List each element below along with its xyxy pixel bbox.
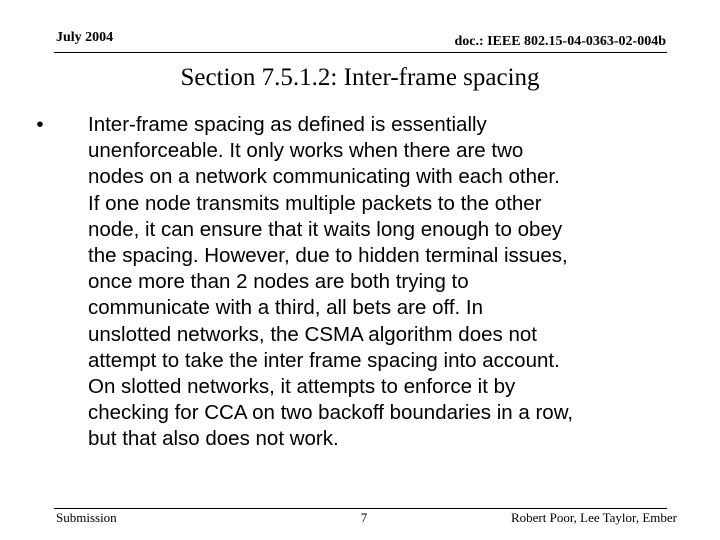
bullet-text-line: nodes on a network communicating with each other.: [88, 165, 560, 189]
bullet-text-line: node, it can ensure that it waits long enough to obey: [88, 217, 563, 241]
footer-authors: Robert Poor, Lee Taylor, Ember: [510, 510, 677, 525]
bullet-text-line: If one node transmits multiple packets to the other: [88, 191, 542, 215]
bullet-text-line: checking for CCA on two backoff boundaries in a row,: [88, 401, 574, 425]
footer-submission-label: Submission: [56, 510, 117, 525]
header-date: July 2004: [56, 30, 114, 45]
bullet-item: [30, 112, 680, 453]
bullet-text-line: unenforceable. It only works when there are two: [88, 139, 524, 163]
footer-page-number: 7: [360, 510, 368, 525]
bullet-text-line: attempt to take the inter frame spacing into account.: [88, 348, 560, 372]
bullet-text-line: communicate with a third, all bets are off. In: [88, 296, 484, 320]
bullet-text-line: On slotted networks, it attempts to enforce it by: [88, 375, 516, 399]
bullet-list: [30, 112, 680, 453]
bullet-text-line: but that also does not work.: [88, 427, 339, 451]
bullet-text-line: unslotted networks, the CSMA algorithm does not: [88, 322, 537, 346]
bullet-dot-icon: •: [36, 113, 44, 136]
header-document-id: doc.: IEEE 802.15-04-0363-02-004b: [454, 34, 666, 49]
bullet-text-line: the spacing. However, due to hidden terminal issues,: [88, 244, 568, 268]
header-divider: [54, 52, 667, 53]
bullet-text-line: Inter-frame spacing as defined is essentially: [88, 113, 487, 136]
footer-divider: [54, 508, 667, 509]
bullet-text-line: once more than 2 nodes are both trying to: [88, 270, 469, 294]
slide-title: Section 7.5.1.2: Inter-frame spacing: [180, 64, 540, 91]
